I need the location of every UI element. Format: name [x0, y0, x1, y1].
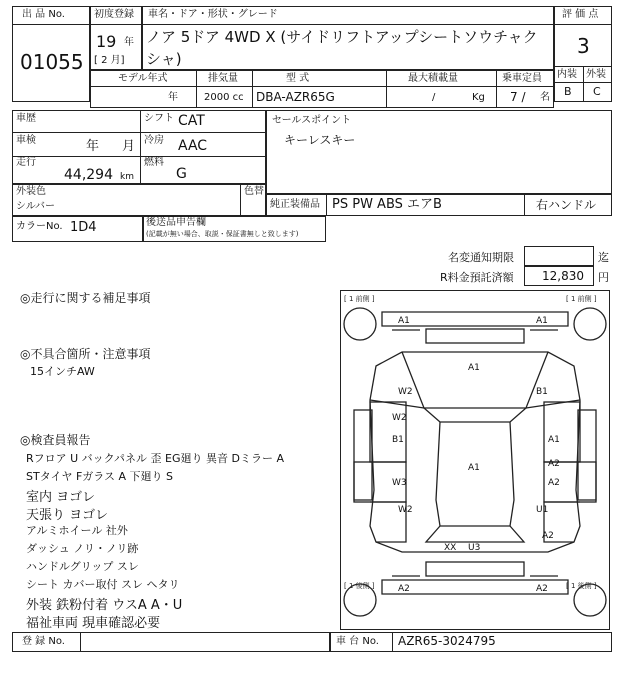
corner-label-br: [ 1 後側 ] [566, 582, 597, 590]
inspector-line-3: 室内 ヨゴレ [26, 490, 96, 505]
windshield [424, 408, 526, 422]
front-grille [426, 329, 524, 343]
sales-point-label: セールスポイント [272, 115, 352, 126]
model-year-unit: 年 [168, 92, 178, 103]
right-front-door [544, 402, 580, 462]
inspector-line-5: アルミホイール 社外 [26, 524, 128, 537]
first-reg-month: [ 2 月] [94, 55, 125, 66]
mark-right-quarter-lower: A2 [542, 531, 554, 541]
steering-value: 右ハンドル [536, 198, 597, 212]
first-reg-year: 19 [96, 32, 117, 51]
driving-heading: ◎走行に関する補足事項 [20, 291, 151, 305]
car-name-label: 車名・ドア・形状・グレード [148, 9, 278, 20]
front-left-tire [344, 308, 376, 340]
mark-left-front-door-upper: W2 [392, 413, 407, 423]
rating-label: 評 価 点 [562, 9, 599, 20]
recycle-label: R料金預託済額 [440, 271, 514, 284]
rear-hatch [426, 526, 524, 542]
tamper-label: 名変通知期限 [448, 251, 514, 264]
tamper-unit: 迄 [598, 251, 609, 264]
sales-point-value: キーレスキー [284, 133, 356, 147]
first-reg-label: 初度登録 [94, 9, 134, 20]
reg-no-label: 登 録 No. [22, 636, 65, 647]
corner-label-bl: [ 1 後側 ] [344, 582, 375, 590]
chassis-no-value: AZR65-3024795 [398, 634, 496, 648]
max-load-unit: Kg [472, 92, 485, 103]
defects-heading: ◎不具合箇所・注意事項 [20, 347, 151, 361]
exterior-grade: C [593, 85, 601, 98]
tamper-box [524, 246, 594, 266]
ac-value: AAC [178, 138, 208, 154]
equipment-value: PS PW ABS エアB [332, 197, 442, 212]
mileage-value: 44,294 [64, 167, 113, 183]
capacity-label: 乗車定員 [502, 73, 542, 84]
inspection-label: 車検 [16, 135, 36, 146]
exterior-color-label: 外装色 [16, 186, 46, 197]
recycle-unit: 円 [598, 271, 609, 284]
roof [436, 422, 514, 526]
left-rocker-front [354, 410, 372, 500]
body-outline [370, 352, 580, 552]
car-damage-diagram [340, 290, 610, 630]
left-fender [370, 400, 424, 408]
corner-label-tl: [ 1 前側 ] [344, 295, 375, 303]
lot-label: 出 品 No. [22, 9, 65, 20]
recycle-value: 12,830 [542, 269, 584, 283]
rear-panel [426, 562, 524, 576]
max-load-label: 最大積載量 [408, 73, 458, 84]
mark-right-rear-door-lower: A2 [548, 478, 560, 488]
mark-right-quarter-upper: U1 [536, 505, 549, 515]
rating-value: 3 [577, 34, 590, 58]
diagram-frame [341, 291, 610, 630]
mark-left-fender: W2 [398, 387, 413, 397]
history-label: 車歴 [16, 113, 36, 124]
displacement-label: 排気量 [208, 73, 238, 84]
type-value: DBA-AZR65G [256, 90, 335, 104]
mileage-label: 走行 [16, 157, 36, 168]
inspection-year-unit: 年 [86, 139, 100, 154]
details-left [12, 110, 266, 184]
mark-roof: A1 [468, 463, 480, 473]
car-name-line2: シャ) [146, 50, 182, 68]
mark-right-rear-door-upper: A2 [548, 459, 560, 469]
left-front-door [370, 402, 406, 462]
defects-line-1: 15インチAW [30, 365, 95, 378]
mark-right-fender: B1 [536, 387, 548, 397]
right-fender [526, 400, 580, 408]
capacity-value: 7 / [510, 90, 526, 104]
inspector-line-7: ハンドルグリップ スレ [26, 560, 139, 573]
type-label: 型 式 [286, 73, 310, 84]
lot-number: 01055 [20, 50, 84, 74]
post-doc-label: 後送品申告欄 [146, 217, 206, 228]
exterior-color-value: シルバー [16, 201, 56, 212]
right-rocker [578, 410, 596, 500]
corner-label-tr: [ 1 前側 ] [566, 295, 597, 303]
inspector-heading: ◎検査員報告 [20, 433, 91, 447]
inspector-line-9: 外装 鉄粉付着 ウスA A・U [26, 598, 183, 613]
model-year-label: モデル年式 [118, 73, 168, 84]
inspector-line-2: STタイヤ Fガラス A 下廻り S [26, 470, 173, 483]
fuel-label: 燃料 [144, 157, 164, 168]
shift-value: CAT [178, 113, 205, 129]
exterior-label: 外装 [586, 69, 606, 80]
car-name-line1: ノア 5ドア 4WD X (サイドリフトアップシートソウチャク [146, 28, 538, 46]
first-reg-year-unit: 年 [124, 37, 134, 48]
chassis-no-label: 車 台 No. [336, 636, 379, 647]
mark-right-front-door: A1 [548, 435, 560, 445]
inspector-line-8: シート カバー取付 スレ ヘタリ [26, 578, 180, 591]
ac-label: 冷房 [144, 135, 164, 146]
color-no-value: 1D4 [70, 220, 97, 235]
shift-label: シフト [144, 113, 174, 124]
inspector-line-1: Rフロア U バックパネル 歪 EG廻り 異音 Dミラー A [26, 452, 284, 465]
equipment-label: 純正装備品 [270, 199, 320, 210]
mileage-unit: km [120, 172, 134, 182]
interior-label: 内装 [557, 69, 577, 80]
displacement-value: 2000 cc [204, 92, 244, 103]
mark-rear-panel-right: U3 [468, 543, 481, 553]
color-change-label: 色替 [244, 186, 264, 197]
fuel-value: G [176, 166, 187, 182]
post-doc-note: (記載が無い場合、取説・保証書無しと致します) [146, 230, 299, 238]
mark-rear-bumper-left: A2 [398, 584, 410, 594]
inspector-line-6: ダッシュ ノリ・ノリ跡 [26, 542, 139, 555]
mark-left-quarter: W2 [398, 505, 413, 515]
mark-left-rear-door: W3 [392, 478, 407, 488]
interior-grade: B [564, 85, 572, 98]
max-load-sep: / [432, 92, 436, 103]
inspector-line-4: 天張り ヨゴレ [26, 508, 109, 523]
color-no-label: カラーNo. [16, 221, 63, 232]
inspector-line-10: 福祉車両 現車確認必要 [26, 616, 161, 631]
mark-rear-panel-left: XX [444, 543, 457, 553]
capacity-unit: 名 [540, 92, 550, 103]
mark-rear-bumper-right: A2 [536, 584, 548, 594]
hood [402, 352, 548, 408]
mark-left-front-door: B1 [392, 435, 404, 445]
mark-front-bumper-left: A1 [398, 316, 410, 326]
mark-front-bumper-right: A1 [536, 316, 548, 326]
mark-hood: A1 [468, 363, 480, 373]
inspection-month-unit: 月 [122, 139, 136, 154]
front-right-tire [574, 308, 606, 340]
